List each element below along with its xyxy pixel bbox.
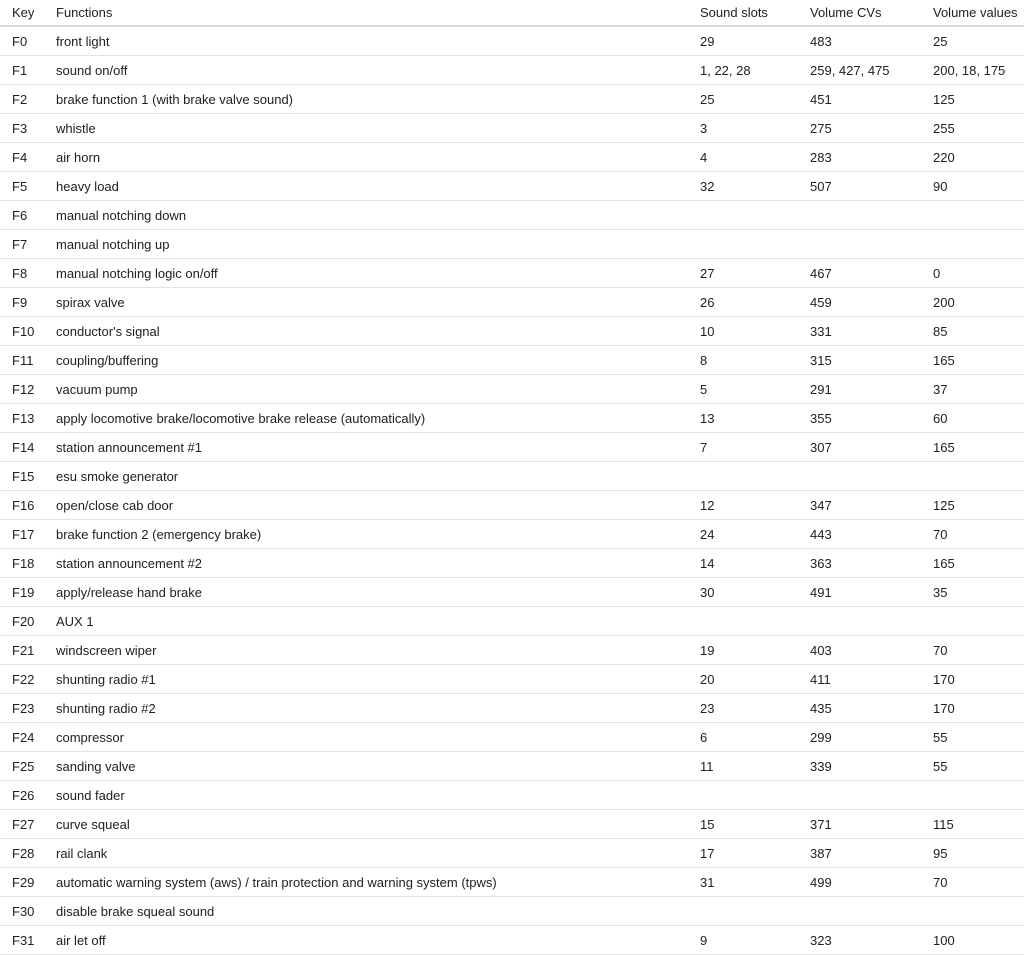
volume-values-cell: 90 — [921, 171, 1024, 200]
key-cell: F30 — [0, 896, 44, 925]
key-cell: F8 — [0, 258, 44, 287]
table-row — [0, 577, 1024, 606]
key-cell: F19 — [0, 577, 44, 606]
sound-slots-cell: 29 — [688, 26, 798, 55]
function-cell: front light — [44, 26, 688, 55]
table-row — [0, 780, 1024, 809]
key-cell: F22 — [0, 664, 44, 693]
volume-values-cell: 60 — [921, 403, 1024, 432]
function-cell: manual notching logic on/off — [44, 258, 688, 287]
sound-slots-cell: 23 — [688, 693, 798, 722]
table-row — [0, 287, 1024, 316]
function-cell: compressor — [44, 722, 688, 751]
volume-values-cell: 255 — [921, 113, 1024, 142]
function-cell: sound on/off — [44, 55, 688, 84]
sound-slots-cell: 8 — [688, 345, 798, 374]
volume-cvs-cell — [798, 606, 921, 635]
table-row — [0, 664, 1024, 693]
table-row — [0, 432, 1024, 461]
function-cell: sound fader — [44, 780, 688, 809]
function-cell: sanding valve — [44, 751, 688, 780]
sound-slots-cell: 24 — [688, 519, 798, 548]
table-row — [0, 258, 1024, 287]
volume-values-cell: 165 — [921, 548, 1024, 577]
key-cell: F1 — [0, 55, 44, 84]
sound-slots-cell: 15 — [688, 809, 798, 838]
function-cell: station announcement #2 — [44, 548, 688, 577]
function-cell: manual notching up — [44, 229, 688, 258]
table-row — [0, 26, 1024, 55]
function-cell: curve squeal — [44, 809, 688, 838]
volume-cvs-cell: 371 — [798, 809, 921, 838]
function-cell: windscreen wiper — [44, 635, 688, 664]
sound-slots-cell: 31 — [688, 867, 798, 896]
volume-values-cell: 85 — [921, 316, 1024, 345]
key-cell: F21 — [0, 635, 44, 664]
table-header-row — [0, 0, 1024, 26]
function-cell: air let off — [44, 925, 688, 954]
key-cell: F4 — [0, 142, 44, 171]
volume-cvs-cell: 491 — [798, 577, 921, 606]
function-cell: air horn — [44, 142, 688, 171]
volume-values-cell: 100 — [921, 925, 1024, 954]
sound-slots-cell: 13 — [688, 403, 798, 432]
volume-cvs-cell: 411 — [798, 664, 921, 693]
volume-cvs-cell: 323 — [798, 925, 921, 954]
volume-values-cell: 70 — [921, 867, 1024, 896]
sound-slots-cell — [688, 606, 798, 635]
key-cell: F6 — [0, 200, 44, 229]
function-cell: whistle — [44, 113, 688, 142]
sound-slots-cell: 27 — [688, 258, 798, 287]
key-cell: F12 — [0, 374, 44, 403]
table-row — [0, 55, 1024, 84]
sound-slots-cell: 3 — [688, 113, 798, 142]
volume-values-cell — [921, 229, 1024, 258]
key-cell: F7 — [0, 229, 44, 258]
key-cell: F10 — [0, 316, 44, 345]
key-cell: F0 — [0, 26, 44, 55]
volume-cvs-cell: 467 — [798, 258, 921, 287]
volume-cvs-cell: 315 — [798, 345, 921, 374]
volume-cvs-cell: 507 — [798, 171, 921, 200]
sound-slots-cell: 19 — [688, 635, 798, 664]
sound-slots-cell: 11 — [688, 751, 798, 780]
table-row — [0, 490, 1024, 519]
volume-cvs-cell: 291 — [798, 374, 921, 403]
function-cell: manual notching down — [44, 200, 688, 229]
table-row — [0, 229, 1024, 258]
key-cell: F18 — [0, 548, 44, 577]
sound-slots-cell: 9 — [688, 925, 798, 954]
volume-cvs-cell: 355 — [798, 403, 921, 432]
volume-values-cell: 70 — [921, 635, 1024, 664]
function-cell: brake function 1 (with brake valve sound) — [44, 84, 688, 113]
key-cell: F16 — [0, 490, 44, 519]
key-cell: F20 — [0, 606, 44, 635]
key-cell: F24 — [0, 722, 44, 751]
volume-values-cell: 200, 18, 175 — [921, 55, 1024, 84]
key-cell: F27 — [0, 809, 44, 838]
sound-slots-cell — [688, 200, 798, 229]
function-cell: esu smoke generator — [44, 461, 688, 490]
volume-cvs-cell: 347 — [798, 490, 921, 519]
sound-slots-cell: 6 — [688, 722, 798, 751]
table-row — [0, 925, 1024, 954]
volume-values-cell: 55 — [921, 751, 1024, 780]
volume-values-cell — [921, 461, 1024, 490]
sound-slots-cell: 14 — [688, 548, 798, 577]
key-cell: F9 — [0, 287, 44, 316]
function-cell: open/close cab door — [44, 490, 688, 519]
key-cell: F15 — [0, 461, 44, 490]
table-row — [0, 838, 1024, 867]
volume-cvs-cell: 451 — [798, 84, 921, 113]
table-row — [0, 722, 1024, 751]
volume-values-cell: 0 — [921, 258, 1024, 287]
table-row — [0, 113, 1024, 142]
function-cell: heavy load — [44, 171, 688, 200]
volume-values-cell: 170 — [921, 693, 1024, 722]
table-row — [0, 606, 1024, 635]
volume-values-cell: 55 — [921, 722, 1024, 751]
volume-values-cell: 37 — [921, 374, 1024, 403]
function-cell: shunting radio #2 — [44, 693, 688, 722]
sound-slots-cell — [688, 229, 798, 258]
volume-cvs-cell — [798, 461, 921, 490]
key-cell: F3 — [0, 113, 44, 142]
volume-values-cell: 170 — [921, 664, 1024, 693]
volume-cvs-cell — [798, 896, 921, 925]
volume-cvs-cell: 459 — [798, 287, 921, 316]
volume-cvs-cell: 499 — [798, 867, 921, 896]
function-cell: spirax valve — [44, 287, 688, 316]
volume-cvs-cell: 259, 427, 475 — [798, 55, 921, 84]
key-cell: F25 — [0, 751, 44, 780]
table-row — [0, 809, 1024, 838]
sound-slots-cell: 5 — [688, 374, 798, 403]
header-volume-values: Volume values — [921, 0, 1024, 26]
key-cell: F13 — [0, 403, 44, 432]
sound-slots-cell: 30 — [688, 577, 798, 606]
function-cell: disable brake squeal sound — [44, 896, 688, 925]
volume-values-cell — [921, 780, 1024, 809]
volume-values-cell — [921, 200, 1024, 229]
function-cell: AUX 1 — [44, 606, 688, 635]
volume-values-cell: 35 — [921, 577, 1024, 606]
volume-values-cell: 125 — [921, 84, 1024, 113]
sound-slots-cell: 4 — [688, 142, 798, 171]
table-row — [0, 403, 1024, 432]
sound-slots-cell: 26 — [688, 287, 798, 316]
volume-values-cell — [921, 896, 1024, 925]
volume-values-cell: 125 — [921, 490, 1024, 519]
volume-values-cell: 220 — [921, 142, 1024, 171]
volume-values-cell: 165 — [921, 432, 1024, 461]
table-row — [0, 751, 1024, 780]
sound-slots-cell — [688, 461, 798, 490]
volume-values-cell: 200 — [921, 287, 1024, 316]
table-row — [0, 200, 1024, 229]
function-cell: rail clank — [44, 838, 688, 867]
header-sound-slots: Sound slots — [688, 0, 798, 26]
volume-values-cell: 70 — [921, 519, 1024, 548]
volume-cvs-cell: 331 — [798, 316, 921, 345]
sound-slots-cell: 1, 22, 28 — [688, 55, 798, 84]
key-cell: F17 — [0, 519, 44, 548]
sound-slots-cell: 20 — [688, 664, 798, 693]
table-row — [0, 461, 1024, 490]
table-row — [0, 345, 1024, 374]
volume-cvs-cell: 483 — [798, 26, 921, 55]
key-cell: F2 — [0, 84, 44, 113]
volume-cvs-cell — [798, 229, 921, 258]
volume-values-cell: 95 — [921, 838, 1024, 867]
sound-slots-cell: 7 — [688, 432, 798, 461]
function-cell: vacuum pump — [44, 374, 688, 403]
table-row — [0, 519, 1024, 548]
table-row — [0, 693, 1024, 722]
volume-cvs-cell: 443 — [798, 519, 921, 548]
sound-slots-cell — [688, 780, 798, 809]
volume-cvs-cell: 307 — [798, 432, 921, 461]
table-row — [0, 896, 1024, 925]
volume-values-cell: 165 — [921, 345, 1024, 374]
function-cell: apply/release hand brake — [44, 577, 688, 606]
function-cell: coupling/buffering — [44, 345, 688, 374]
header-key: Key — [0, 0, 44, 26]
volume-cvs-cell: 387 — [798, 838, 921, 867]
key-cell: F31 — [0, 925, 44, 954]
function-cell: brake function 2 (emergency brake) — [44, 519, 688, 548]
key-cell: F23 — [0, 693, 44, 722]
key-cell: F5 — [0, 171, 44, 200]
sound-slots-cell: 12 — [688, 490, 798, 519]
table-row — [0, 374, 1024, 403]
volume-values-cell: 25 — [921, 26, 1024, 55]
volume-values-cell — [921, 606, 1024, 635]
volume-cvs-cell: 275 — [798, 113, 921, 142]
sound-slots-cell: 25 — [688, 84, 798, 113]
header-volume-cvs: Volume CVs — [798, 0, 921, 26]
function-cell: station announcement #1 — [44, 432, 688, 461]
function-cell: conductor's signal — [44, 316, 688, 345]
sound-slots-cell — [688, 896, 798, 925]
table-row — [0, 316, 1024, 345]
volume-cvs-cell: 299 — [798, 722, 921, 751]
volume-cvs-cell: 403 — [798, 635, 921, 664]
volume-cvs-cell: 339 — [798, 751, 921, 780]
key-cell: F26 — [0, 780, 44, 809]
volume-values-cell: 115 — [921, 809, 1024, 838]
table-row — [0, 84, 1024, 113]
key-cell: F14 — [0, 432, 44, 461]
header-functions: Functions — [44, 0, 688, 26]
volume-cvs-cell — [798, 780, 921, 809]
table-row — [0, 867, 1024, 896]
volume-cvs-cell: 435 — [798, 693, 921, 722]
sound-slots-cell: 17 — [688, 838, 798, 867]
volume-cvs-cell: 283 — [798, 142, 921, 171]
volume-cvs-cell — [798, 200, 921, 229]
function-cell: apply locomotive brake/locomotive brake release (automatically) — [44, 403, 688, 432]
function-cell: shunting radio #1 — [44, 664, 688, 693]
table-row — [0, 171, 1024, 200]
table-row — [0, 142, 1024, 171]
table-body — [0, 26, 1024, 954]
function-cell: automatic warning system (aws) / train protection and warning system (tpws) — [44, 867, 688, 896]
key-cell: F29 — [0, 867, 44, 896]
table-row — [0, 548, 1024, 577]
key-cell: F28 — [0, 838, 44, 867]
sound-slots-cell: 32 — [688, 171, 798, 200]
volume-cvs-cell: 363 — [798, 548, 921, 577]
sound-slots-cell: 10 — [688, 316, 798, 345]
key-cell: F11 — [0, 345, 44, 374]
table-row — [0, 635, 1024, 664]
